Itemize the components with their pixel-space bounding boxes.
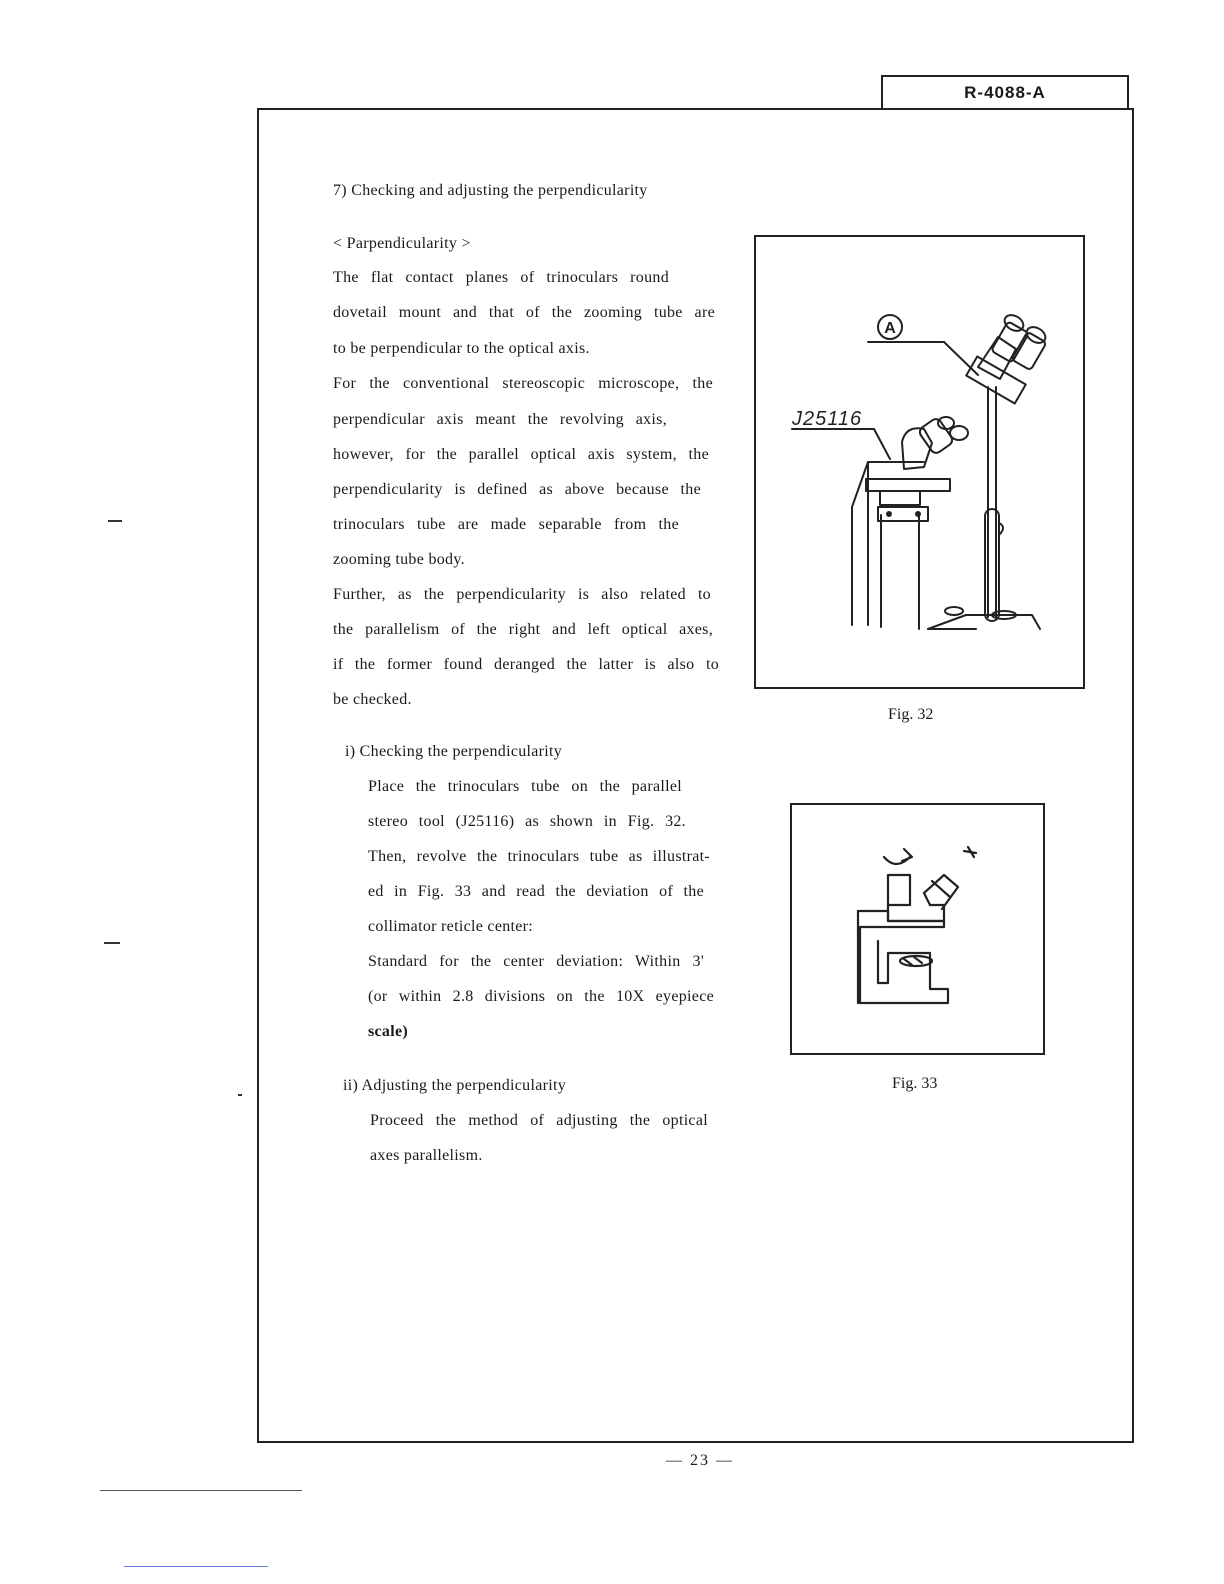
paragraph-line: perpendicular axis meant the revolving axis,	[333, 411, 667, 428]
paragraph-line: zooming tube body.	[333, 551, 465, 568]
scan-mark	[238, 1094, 242, 1096]
paragraph-line: dovetail mount and that of the zooming tube are	[333, 304, 715, 321]
paragraph-line: the parallelism of the right and left optical axes,	[333, 621, 713, 638]
subsection-i-line: ed in Fig. 33 and read the deviation of the	[368, 883, 704, 900]
paragraph-line: The flat contact planes of trinoculars round	[333, 269, 669, 286]
subsection-i-line: Then, revolve the trinoculars tube as illustrat-	[368, 848, 710, 865]
scan-mark	[108, 520, 122, 522]
paragraph-line: if the former found deranged the latter is also to	[333, 656, 719, 673]
revolve-tube-illustration	[792, 805, 1043, 1053]
paragraph-line: be checked.	[333, 691, 412, 708]
paragraph-line: For the conventional stereoscopic microscope, the	[333, 375, 713, 392]
paragraph-line: however, for the parallel optical axis system, the	[333, 446, 709, 463]
paragraph-line: trinoculars tube are made separable from the	[333, 516, 679, 533]
scan-mark	[104, 942, 120, 944]
paragraph-line: to be perpendicular to the optical axis.	[333, 340, 590, 357]
figure-32-caption: Fig. 32	[888, 706, 934, 723]
section-subheading: < Parpendicularity >	[333, 235, 471, 252]
subsection-i-line: collimator reticle center:	[368, 918, 534, 935]
paragraph-line: perpendicularity is defined as above because the	[333, 481, 701, 498]
scan-mark	[124, 1566, 268, 1567]
subsection-i-line: (or within 2.8 divisions on the 10X eyepiece	[368, 988, 714, 1005]
marker-a-label: A	[884, 320, 896, 337]
scan-mark	[100, 1490, 302, 1491]
subsection-i-heading: i) Checking the perpendicularity	[345, 743, 563, 760]
section-heading: 7) Checking and adjusting the perpendicularity	[333, 182, 648, 199]
subsection-i-line: Standard for the center deviation: Within 3'	[368, 953, 704, 970]
page-number: — 23 —	[666, 1452, 734, 1469]
subsection-ii-line: axes parallelism.	[370, 1147, 483, 1164]
microscope-stand-illustration	[756, 237, 1083, 687]
paragraph-line: Further, as the perpendicularity is also related to	[333, 586, 711, 603]
subsection-i-line: scale)	[368, 1023, 409, 1040]
subsection-ii-heading: ii) Adjusting the perpendicularity	[343, 1077, 567, 1094]
subsection-ii-line: Proceed the method of adjusting the optical	[370, 1112, 708, 1129]
figure-32	[754, 235, 1085, 689]
tool-label: J25116	[792, 408, 863, 430]
subsection-i-line: stereo tool (J25116) as shown in Fig. 32.	[368, 813, 686, 830]
subsection-i-line: Place the trinoculars tube on the parallel	[368, 778, 682, 795]
document-id: R-4088-A	[881, 75, 1129, 109]
figure-33	[790, 803, 1045, 1055]
figure-33-caption: Fig. 33	[892, 1075, 938, 1092]
